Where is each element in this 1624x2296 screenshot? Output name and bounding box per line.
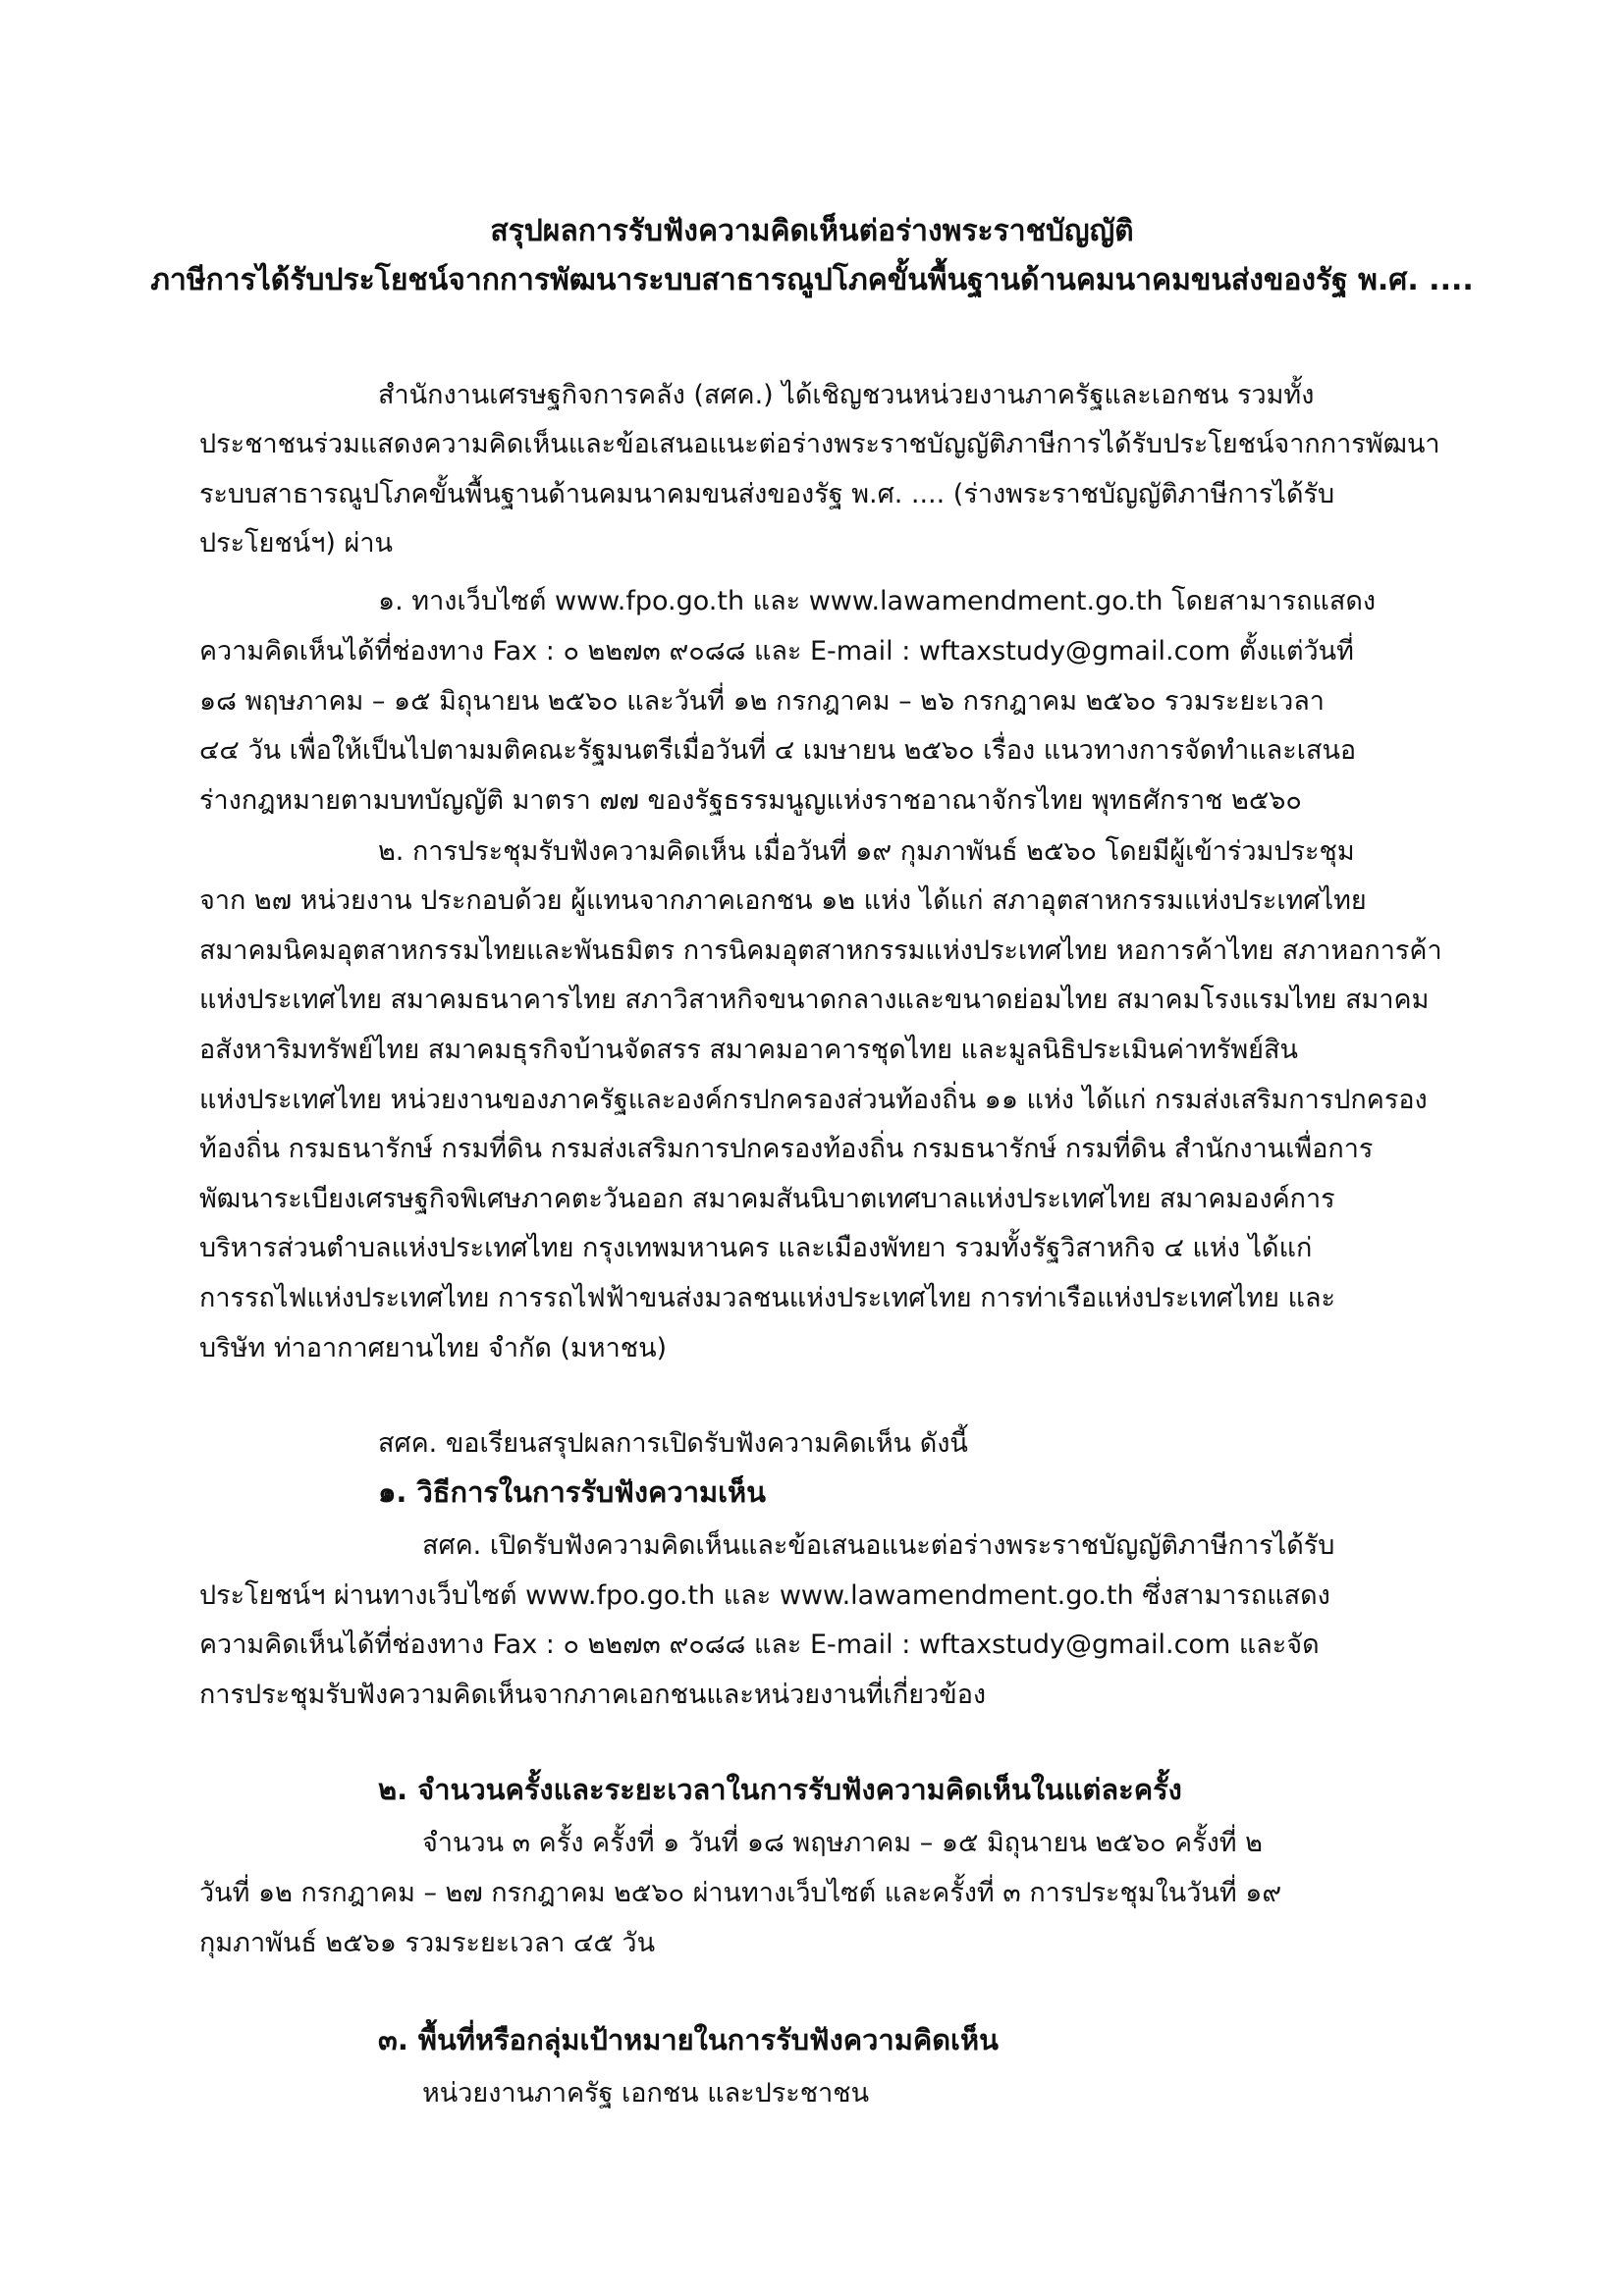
item-1-line: ความคิดเห็นได้ที่ช่องทาง Fax : ๐ ๒๒๗๓ ๙๐๘๘ และ E-mail : wftaxstudy@gmail.com ตั้งแต่วันที่ [199, 636, 1354, 667]
item-2-line: แห่งประเทศไทย หน่วยงานของภาครัฐและองค์กรปกครองส่วนท้องถิ่น ๑๑ แห่ง ได้แก่ กรมส่งเสริมการปกครอง [199, 1085, 1428, 1115]
summary-intro: สศค. ขอเรียนสรุปผลการเปิดรับฟังความคิดเห็น ดังนี้ [378, 1428, 968, 1459]
item-2-line: สมาคมนิคมอุตสาหกรรมไทยและพันธมิตร การนิคมอุตสาหกรรมแห่งประเทศไทย หอการค้าไทย สภาหอการค้า [199, 935, 1442, 966]
intro-line: ระบบสาธารณูปโภคขั้นพื้นฐานด้านคมนาคมขนส่งของรัฐ พ.ศ. .... (ร่างพระราชบัญญัติภาษีการได้รับ [199, 479, 1335, 509]
section-2-line: กุมภาพันธ์ ๒๕๖๑ รวมระยะเวลา ๔๕ วัน [199, 1928, 656, 1958]
item-2-line: อสังหาริมทรัพย์ไทย สมาคมธุรกิจบ้านจัดสรร สมาคมอาคารชุดไทย และมูลนิธิประเมินค่าทรัพย์สิน [199, 1035, 1298, 1065]
section-1-line: ความคิดเห็นได้ที่ช่องทาง Fax : ๐ ๒๒๗๓ ๙๐๘๘ และ E-mail : wftaxstudy@gmail.com และจัด [199, 1629, 1320, 1660]
item-2-line: จาก ๒๗ หน่วยงาน ประกอบด้วย ผู้แทนจากภาคเอกชน ๑๒ แห่ง ได้แก่ สภาอุตสาหกรรมแห่งประเทศไทย [199, 885, 1367, 916]
item-1-line: ๑. ทางเว็บไซต์ www.fpo.go.th และ www.lawamendment.go.th โดยสามารถแสดง [378, 586, 1377, 616]
item-2-line: แห่งประเทศไทย สมาคมธนาคารไทย สภาวิสาหกิจขนาดกลางและขนาดย่อมไทย สมาคมโรงแรมไทย สมาคม [199, 985, 1430, 1015]
intro-line: สำนักงานเศรษฐกิจการคลัง (สศค.) ได้เชิญชวนหน่วยงานภาครัฐและเอกชน รวมทั้ง [378, 380, 1315, 410]
item-1-line: ๔๔ วัน เพื่อให้เป็นไปตามมติคณะรัฐมนตรีเมื่อวันที่ ๔ เมษายน ๒๕๖๐ เรื่อง แนวทางการจัดทำและเสนอ [199, 735, 1357, 766]
section-1-line: ประโยชน์ฯ ผ่านทางเว็บไซต์ www.fpo.go.th และ www.lawamendment.go.th ซึ่งสามารถแสดง [199, 1580, 1330, 1611]
intro-line: ประโยชน์ฯ) ผ่าน [199, 528, 393, 559]
section-1-heading: ๑. วิธีการในการรับฟังความเห็น [378, 1475, 766, 1509]
item-2-line: ๒. การประชุมรับฟังความคิดเห็น เมื่อวันที่ ๑๙ กุมภาพันธ์ ๒๕๖๐ โดยมีผู้เข้าร่วมประชุม [378, 836, 1355, 867]
section-1-line: สศค. เปิดรับฟังความคิดเห็นและข้อเสนอแนะต่อร่างพระราชบัญญัติภาษีการได้รับ [422, 1530, 1335, 1561]
item-1-line: ๑๘ พฤษภาคม – ๑๕ มิถุนายน ๒๕๖๐ และวันที่ ๑๒ กรกฎาคม – ๒๖ กรกฎาคม ๒๕๖๐ รวมระยะเวลา [199, 686, 1325, 717]
item-2-line: พัฒนาระเบียงเศรษฐกิจพิเศษภาคตะวันออก สมาคมสันนิบาตเทศบาลแห่งประเทศไทย สมาคมองค์การ [199, 1184, 1335, 1214]
section-3-heading: ๓. พื้นที่หรือกลุ่มเป้าหมายในการรับฟังความคิดเห็น [378, 2023, 999, 2056]
item-1-line: ร่างกฎหมายตามบทบัญญัติ มาตรา ๗๗ ของรัฐธรรมนูญแห่งราชอาณาจักรไทย พุทธศักราช ๒๕๖๐ [199, 785, 1302, 816]
intro-line: ประชาชนร่วมแสดงความคิดเห็นและข้อเสนอแนะต่อร่างพระราชบัญญัติภาษีการได้รับประโยชน์จากการพัฒนา [199, 429, 1440, 459]
document-title-line-2: ภาษีการได้รับประโยชน์จากการพัฒนาระบบสาธารณูปโภคขั้นพื้นฐานด้านคมนาคมขนส่งของรัฐ พ.ศ. .... [150, 263, 1474, 297]
document-title-line-1: สรุปผลการรับฟังความคิดเห็นต่อร่างพระราชบัญญัติ [490, 214, 1134, 248]
section-2-line: จำนวน ๓ ครั้ง ครั้งที่ ๑ วันที่ ๑๘ พฤษภาคม – ๑๕ มิถุนายน ๒๕๖๐ ครั้งที่ ๒ [422, 1828, 1263, 1858]
item-2-line: การรถไฟแห่งประเทศไทย การรถไฟฟ้าขนส่งมวลชนแห่งประเทศไทย การท่าเรือแห่งประเทศไทย และ [199, 1283, 1336, 1313]
section-1-line: การประชุมรับฟังความคิดเห็นจากภาคเอกชนและหน่วยงานที่เกี่ยวข้อง [199, 1680, 987, 1710]
item-2-line: บริหารส่วนตำบลแห่งประเทศไทย กรุงเทพมหานคร และเมืองพัทยา รวมทั้งรัฐวิสาหกิจ ๔ แห่ง ได้แก่ [199, 1233, 1313, 1263]
section-3-line: หน่วยงานภาครัฐ เอกชน และประชาชน [422, 2078, 870, 2109]
item-2-line: บริษัท ท่าอากาศยานไทย จำกัด (มหาชน) [199, 1333, 668, 1363]
section-2-line: วันที่ ๑๒ กรกฎาคม – ๒๗ กรกฎาคม ๒๕๖๐ ผ่านทางเว็บไซต์ และครั้งที่ ๓ การประชุมในวันที่ ๑๙ [199, 1878, 1282, 1908]
section-2-heading: ๒. จำนวนครั้งและระยะเวลาในการรับฟังความคิดเห็นในแต่ละครั้ง [378, 1773, 1182, 1806]
item-2-line: ท้องถิ่น กรมธนารักษ์ กรมที่ดิน กรมส่งเสริมการปกครองท้องถิ่น กรมธนารักษ์ กรมที่ดิน สำนักงานเพื่อการ [199, 1134, 1374, 1164]
